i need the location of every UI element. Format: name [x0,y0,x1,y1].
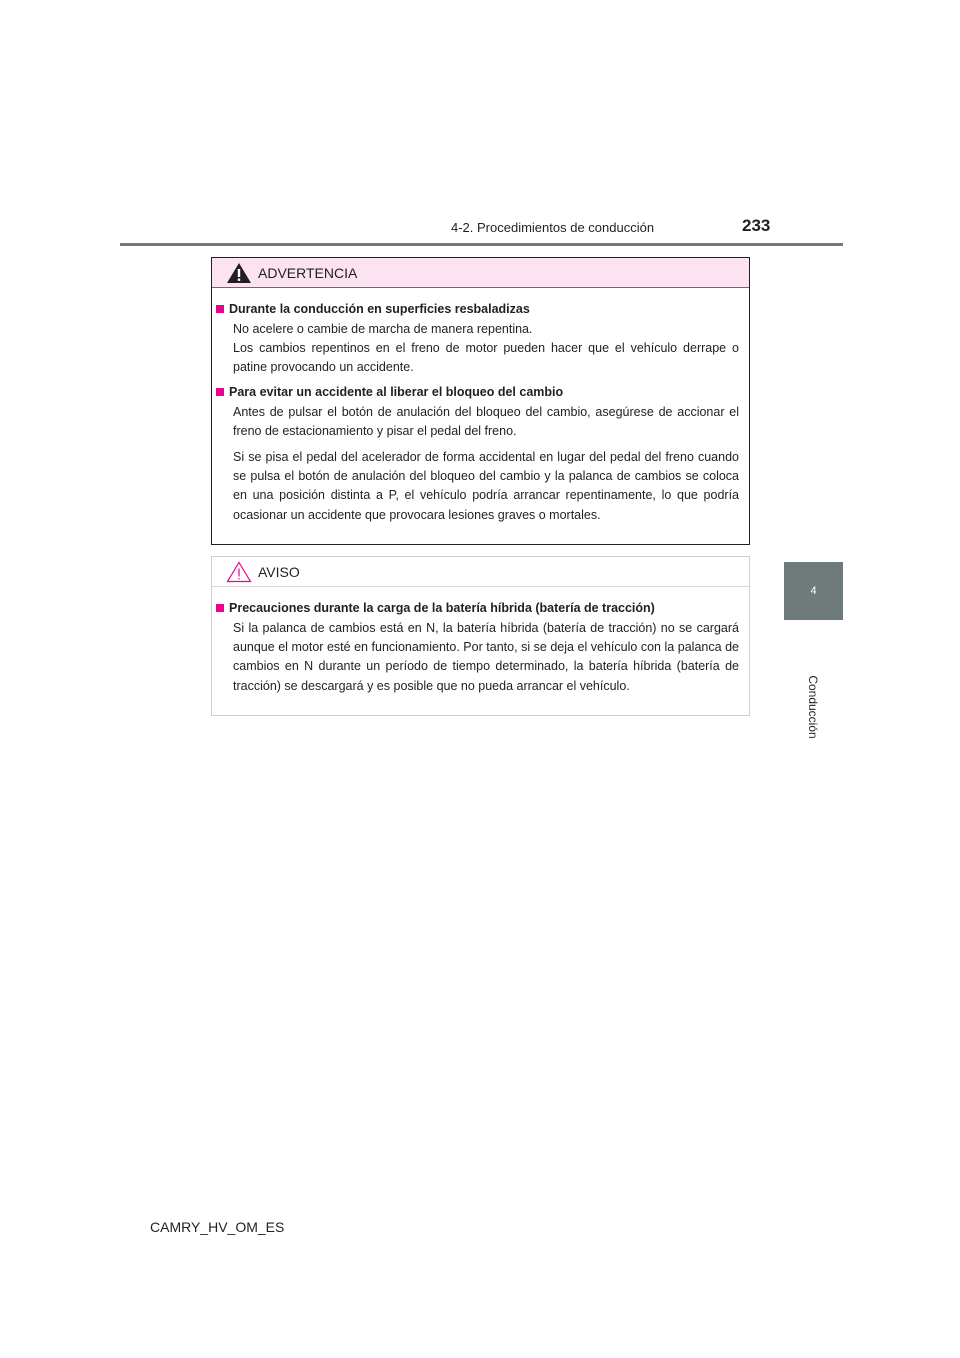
header-section-title: 4-2. Procedimientos de conducción [451,220,655,235]
notice-item-title-text: Precauciones durante la carga de la batería híbrida (batería de tracción) [229,601,655,615]
magenta-square-bullet-icon [216,604,224,612]
chapter-tab [784,562,843,620]
notice-item-title [216,601,739,615]
warning-box-body [212,288,749,544]
warning-item-paragraph: No acelere o cambie de marcha de manera repentina. Los cambios repentinos en el freno de motor pueden hacer que el vehículo derrape o patine provocando un accidente. [233,322,739,375]
chapter-tab-number: 4 [810,585,817,597]
notice-box-title: AVISO [258,563,300,580]
warning-item-title [216,302,739,316]
warning-item-title [216,385,739,399]
warning-triangle-icon [226,262,252,284]
caution-triangle-outline-icon [226,561,252,583]
warning-item-paragraph: Si se pisa el pedal del acelerador de forma accidental en lugar del pedal del freno cuando se pulsa el botón de anulación del bloqueo del cambio y la palanca de cambios se coloca en una posición distinta a P, el vehículo podría arrancar repentinamente, lo que podría ocasionar un accidente que provocara lesiones graves o mortales. [233,450,739,522]
warning-box-title: ADVERTENCIA [258,264,358,281]
header-divider [120,243,843,246]
document-code: CAMRY_HV_OM_ES [150,1219,285,1235]
warning-box-header [212,258,749,288]
chapter-tab-label: Conducción [806,675,820,739]
notice-box [211,556,750,716]
magenta-square-bullet-icon [216,305,224,313]
warning-item-title-text: Para evitar un accidente al liberar el bloqueo del cambio [229,384,564,399]
page-number: 233 [742,216,771,235]
warning-item-paragraph: Antes de pulsar el botón de anulación del bloqueo del cambio, asegúrese de accionar el freno de estacionamiento y pisar el pedal del freno. [233,404,739,438]
notice-box-body [212,587,749,715]
magenta-square-bullet-icon [216,388,224,396]
warning-item-title-text: Durante la conducción en superficies resbaladizas [229,302,530,316]
notice-box-header [212,557,749,587]
notice-item-paragraph: Si la palanca de cambios está en N, la batería híbrida (batería de tracción) no se cargará aunque el motor esté en funcionamiento. Por tanto, si se deja el vehículo con la palanca de cambios en N durante un período de tiempo determinado, la batería híbrida (batería de tracción) se descargará y es posible que no pueda arrancar el vehículo. [233,621,739,693]
warning-box [211,257,750,545]
